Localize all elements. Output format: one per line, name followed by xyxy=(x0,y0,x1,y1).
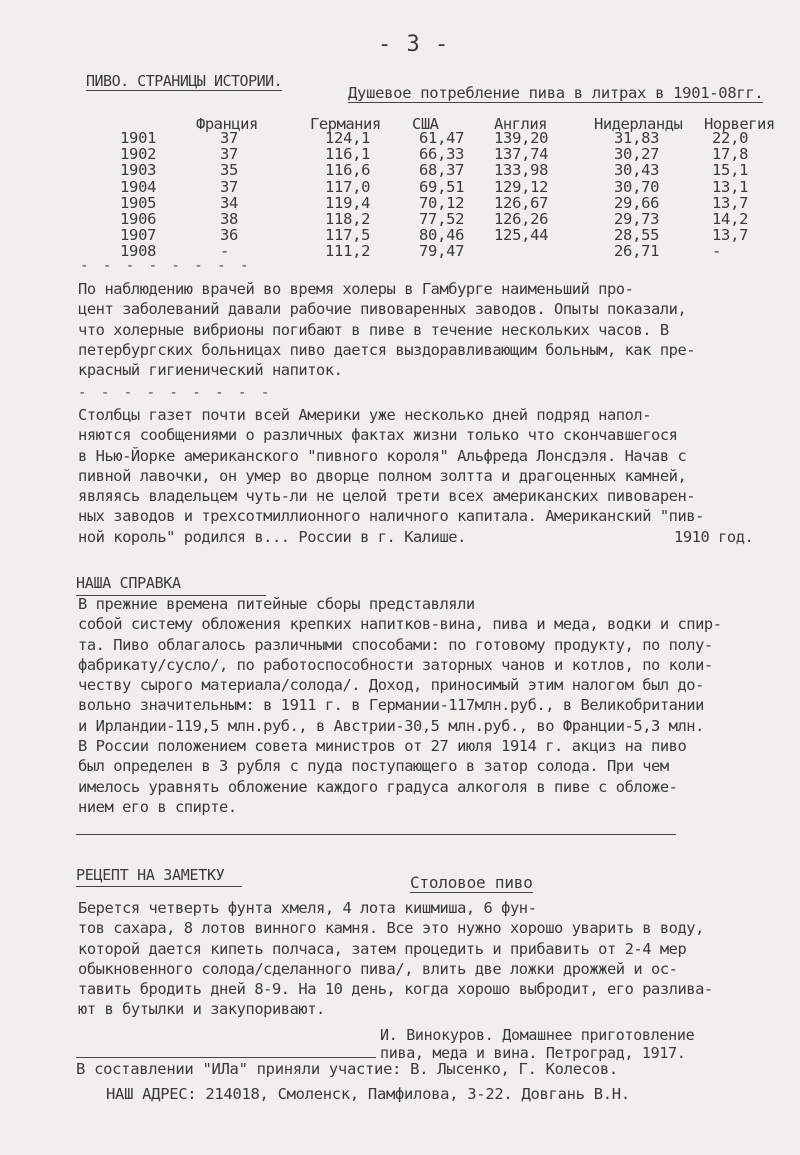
table-value-cell: 28,55 xyxy=(614,226,660,245)
table-value-cell: 77,52 xyxy=(419,210,465,228)
table-value-cell: 13,7 xyxy=(712,193,749,212)
section-title-history-text: ПИВО. СТРАНИЦЫ ИСТОРИИ. xyxy=(86,72,283,90)
table-year-cell: 1905 xyxy=(120,193,157,212)
table-column-header: Норвегия xyxy=(704,115,775,133)
table-column-header: Англия xyxy=(494,115,547,133)
text-line xyxy=(78,527,778,547)
table-value-cell: 68,37 xyxy=(419,161,465,180)
text-line: что холерные вибрионы погибают в пиве в течение нескольких часов. В xyxy=(78,320,669,339)
text-line: собой систему обложения крепких напитков-вина, пива и меда, водки и спир- xyxy=(78,615,722,634)
text-line: обыкновенного солода/сделанного пива/, влить две ложки дрожжей и ос- xyxy=(78,959,678,978)
table-value-cell: 37 xyxy=(220,129,239,147)
table-value-cell: 13,1 xyxy=(712,177,749,196)
paragraph-cholera xyxy=(78,279,778,380)
table-year-cell: 1904 xyxy=(120,177,157,196)
page-number: - 3 - xyxy=(378,32,450,57)
table-value-cell: 69,51 xyxy=(419,177,465,196)
text-line: петербургских больницах пиво дается выздоравливающим больным, как пре- xyxy=(78,340,696,359)
table-value-cell: 14,2 xyxy=(712,210,749,228)
table-column-header: Германия xyxy=(310,115,381,133)
table-value-cell: - xyxy=(712,242,722,261)
text-line: По наблюдению врачей во время холеры в Гамбурге наименьший про- xyxy=(78,280,634,298)
text-line: В России положением совета министров от 27 июля 1914 г. акциз на пиво xyxy=(78,737,687,756)
table-value-cell: 66,33 xyxy=(419,145,465,164)
table-value-cell: 61,47 xyxy=(419,129,465,147)
table-value-cell: 37 xyxy=(220,177,239,196)
table-value-cell: 126,26 xyxy=(494,210,549,228)
paragraph-recipe xyxy=(78,898,778,1020)
footer-rule xyxy=(76,1057,376,1058)
table-value-cell: 30,43 xyxy=(614,161,660,180)
text-line: красный гигиенический напиток. xyxy=(78,361,343,380)
table-value-cell: 70,12 xyxy=(419,193,465,212)
table-value-cell: 34 xyxy=(220,193,239,212)
table-value-cell: 118,2 xyxy=(325,210,371,228)
table-value-cell: 17,8 xyxy=(712,145,749,164)
text-line: честву сырого материала/солода/. Доход, приносимый этим налогом был до- xyxy=(78,676,704,695)
text-line: тов сахара, 8 лотов винного камня. Все это нужно хорошо уварить в воду, xyxy=(78,919,704,938)
table-value-cell: 30,27 xyxy=(614,145,660,164)
table-column-header: Франция xyxy=(196,115,258,133)
text-line: имелось уравнять обложение каждого градуса алкоголя в пиве с обложе- xyxy=(78,777,678,796)
table-value-cell: 117,5 xyxy=(325,226,371,245)
table-value-cell: 29,66 xyxy=(614,193,660,212)
recipe-source-2: пива, меда и вина. Петроград, 1917. xyxy=(380,1044,686,1062)
text-line: цент заболеваний давали рабочие пивоваренных заводов. Опыты показали, xyxy=(78,300,687,319)
section-title-reference: НАША СПРАВКА xyxy=(76,574,181,592)
table-value-cell: 37 xyxy=(220,145,239,164)
dash-separator: - - - - - - - - xyxy=(80,258,252,274)
table-value-cell: 137,74 xyxy=(494,145,549,164)
table-column-header: Нидерланды xyxy=(594,115,683,133)
recipe-source-1: И. Винокуров. Домашнее приготовление xyxy=(380,1026,695,1044)
table-value-cell: 117,0 xyxy=(325,177,371,196)
text-line: являясь владельцем чуть-ли не целой трети всех американских пивоварен- xyxy=(78,487,696,506)
table-value-cell: 126,67 xyxy=(494,193,549,212)
table-value-cell: 79,47 xyxy=(419,242,465,261)
text-line: Берется четверть фунта хмеля, 4 лота кишмиша, 6 фун- xyxy=(78,899,537,917)
table-value-cell: 125,44 xyxy=(494,226,549,245)
table-value-cell: 129,12 xyxy=(494,177,549,196)
section-rule xyxy=(76,886,242,887)
table-value-cell: 133,98 xyxy=(494,161,549,180)
table-value-cell: 26,71 xyxy=(614,242,660,261)
table-value-cell: 22,0 xyxy=(712,129,749,147)
text-line: В прежние времена питейные сборы представляли xyxy=(78,595,475,613)
text-line: Столбцы газет почти всей Америки уже несколько дней подряд напол- xyxy=(78,406,652,424)
table-value-cell: - xyxy=(220,242,230,261)
table-value-cell: 116,1 xyxy=(325,145,371,164)
table-year-cell: 1903 xyxy=(120,161,157,180)
table-value-cell: 30,70 xyxy=(614,177,660,196)
text-line: нием его в спирте. xyxy=(78,797,237,816)
table-column-header: США xyxy=(412,115,439,133)
text-line: в Нью-Йорке американского "пивного короля" Альфреда Лонсдэля. Начав с xyxy=(78,446,687,465)
table-value-cell: 119,4 xyxy=(325,193,371,212)
table-value-cell: 13,7 xyxy=(712,226,749,245)
text-line: которой дается кипеть полчаса, затем процедить и прибавить от 2-4 мер xyxy=(78,939,687,958)
section-rule xyxy=(76,834,676,835)
table-value-cell: 36 xyxy=(220,226,239,245)
text-line: вольно значительным: в 1911 г. в Германии-117млн.руб., в Великобритании xyxy=(78,696,704,715)
address-line: НАШ АДРЕС: 214018, Смоленск, Памфилова, 3-22. Довгань В.Н. xyxy=(106,1085,630,1103)
paragraph-reference xyxy=(78,594,778,817)
text-line: тавить бродить дней 8-9. На 10 день, когда хорошо выбродит, его разлива- xyxy=(78,980,713,999)
text-line: фабрикату/сусло/, по работоспособности заторных чанов и котлов, по коли- xyxy=(78,655,713,674)
recipe-title xyxy=(410,873,533,892)
table-value-cell: 116,6 xyxy=(325,161,371,180)
table-value-cell: 80,46 xyxy=(419,226,465,245)
year-note: 1910 год. xyxy=(674,527,754,546)
text-line: та. Пиво облагалось различными способами: по готовому продукту, по полу- xyxy=(78,635,713,654)
section-title-history xyxy=(86,72,282,90)
table-value-cell: 111,2 xyxy=(325,242,371,261)
table-title-text: Душевое потребление пива в литрах в 1901-08гг. xyxy=(348,84,764,102)
table-value-cell: 38 xyxy=(220,210,239,228)
table-year-cell: 1901 xyxy=(120,129,157,147)
text-line: ных заводов и трехсотмиллионного наличного капитала. Американский "пив- xyxy=(78,507,704,526)
table-year-cell: 1908 xyxy=(120,242,157,261)
table-value-cell: 15,1 xyxy=(712,161,749,180)
text-line-start: ной король" родился в... России в г. Калише. xyxy=(78,527,466,546)
paragraph-beer-king xyxy=(78,405,778,547)
table-value-cell: 124,1 xyxy=(325,129,371,147)
table-year-cell: 1906 xyxy=(120,210,157,228)
text-line: няются сообщениями о различных фактах жизни только что скончавшегося xyxy=(78,426,678,445)
table-value-cell: 139,20 xyxy=(494,129,549,147)
text-line: ют в бутылки и закупоривают. xyxy=(78,1000,325,1019)
section-title-recipe: РЕЦЕПТ НА ЗАМЕТКУ xyxy=(76,866,225,884)
table-year-cell: 1902 xyxy=(120,145,157,164)
table-title xyxy=(348,84,763,102)
text-line: пивной лавочки, он умер во дворце полном золтта и драгоценных камней, xyxy=(78,466,687,485)
contributors-line: В составлении "ИЛа" приняли участие: В. Лысенко, Г. Колесов. xyxy=(76,1060,618,1078)
table-value-cell: 35 xyxy=(220,161,239,180)
dash-separator: - - - - - - - - - xyxy=(78,385,273,401)
table-year-cell: 1907 xyxy=(120,226,157,245)
recipe-title-text: Столовое пиво xyxy=(410,873,533,892)
text-line: был определен в 3 рубля с пуда поступающего в затор солода. При чем xyxy=(78,757,669,776)
table-value-cell: 31,83 xyxy=(614,129,660,147)
text-line: и Ирландии-119,5 млн.руб., в Австрии-30,5 млн.руб., во Франции-5,3 млн. xyxy=(78,716,704,735)
table-value-cell: 29,73 xyxy=(614,210,660,228)
